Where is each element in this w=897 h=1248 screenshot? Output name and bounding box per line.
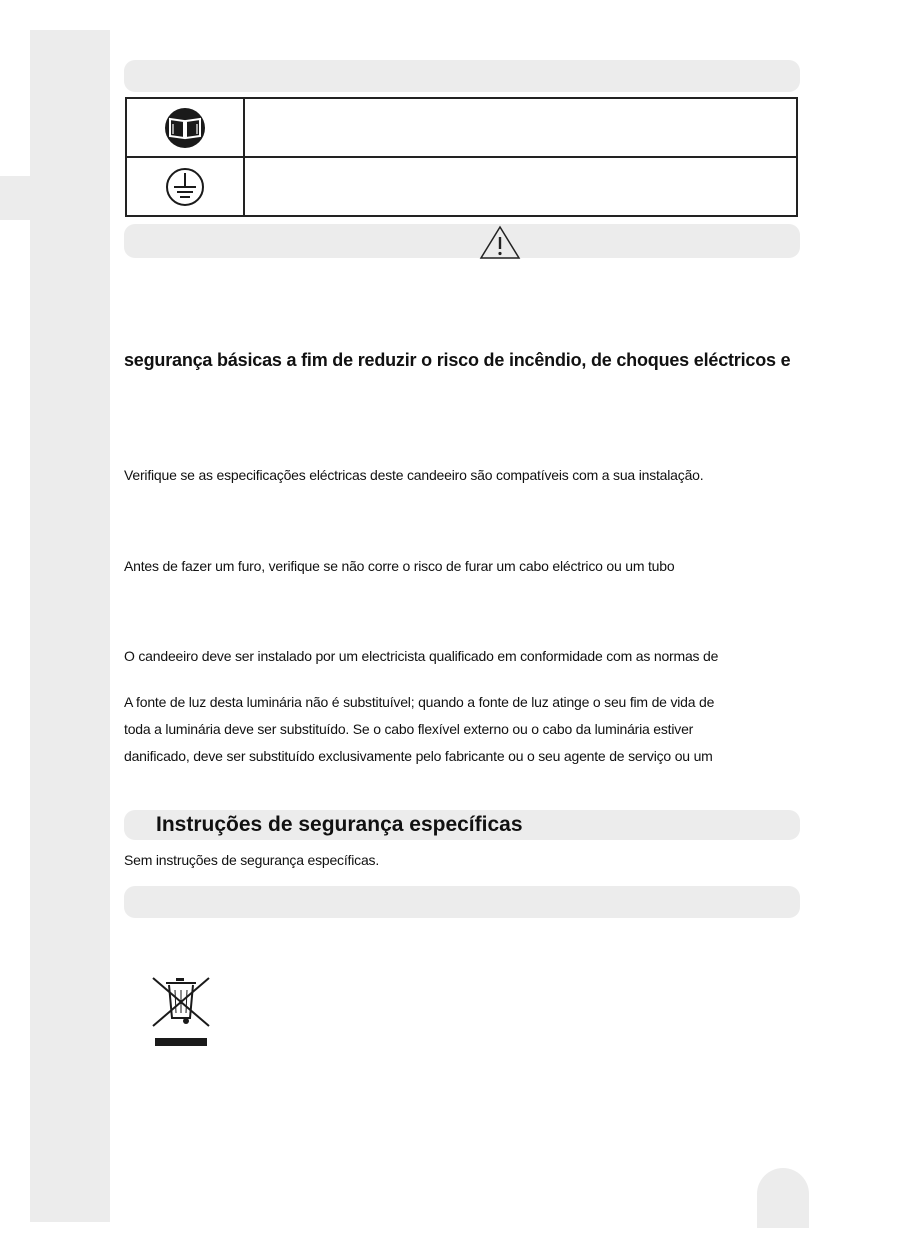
- paragraph-light-source-line: A fonte de luz desta luminária não é substituível; quando a fonte de luz atinge o seu fim de vida de: [124, 694, 715, 710]
- section-header-symbols: [124, 60, 800, 92]
- safety-intro-line: segurança básicas a fim de reduzir o risco de incêndio, de choques eléctricos e: [124, 350, 791, 370]
- paragraph-drilling: Antes de fazer um furo, verifique se não corre o risco de furar um cabo eléctrico ou um tubo: [124, 558, 675, 574]
- table-divider: [243, 99, 245, 215]
- warning-triangle-icon: [478, 224, 522, 265]
- section-header-warning: [124, 224, 800, 258]
- section-title: Instruções de segurança específicas: [156, 813, 523, 836]
- read-manual-icon: [160, 107, 210, 154]
- symbol-row-earth: [127, 158, 796, 215]
- section-header-disposal: [124, 886, 800, 918]
- paragraph-check-specs: Verifique se as especificações eléctricas deste candeeiro são compatíveis com a sua instalação.: [124, 467, 704, 483]
- section-header-specific-safety: [124, 810, 800, 840]
- protective-earth-icon: [160, 166, 210, 213]
- paragraph-light-source-line: toda a luminária deve ser substituído. Se o cabo flexível externo ou o cabo da luminária estiver: [124, 721, 694, 737]
- crossed-out-wheelie-bin-icon: [150, 976, 212, 1053]
- symbols-table: [125, 97, 798, 217]
- paragraph-light-source-line: danificado, deve ser substituído exclusivamente pelo fabricante ou o seu agente de serviço ou um: [124, 748, 713, 764]
- paragraph-installation: O candeeiro deve ser instalado por um electricista qualificado em conformidade com as normas de: [124, 648, 719, 664]
- symbol-row-manual: [127, 99, 796, 158]
- specific-safety-text: Sem instruções de segurança específicas.: [124, 852, 380, 868]
- page-number-tab: [757, 1168, 809, 1228]
- side-tab: [0, 176, 100, 220]
